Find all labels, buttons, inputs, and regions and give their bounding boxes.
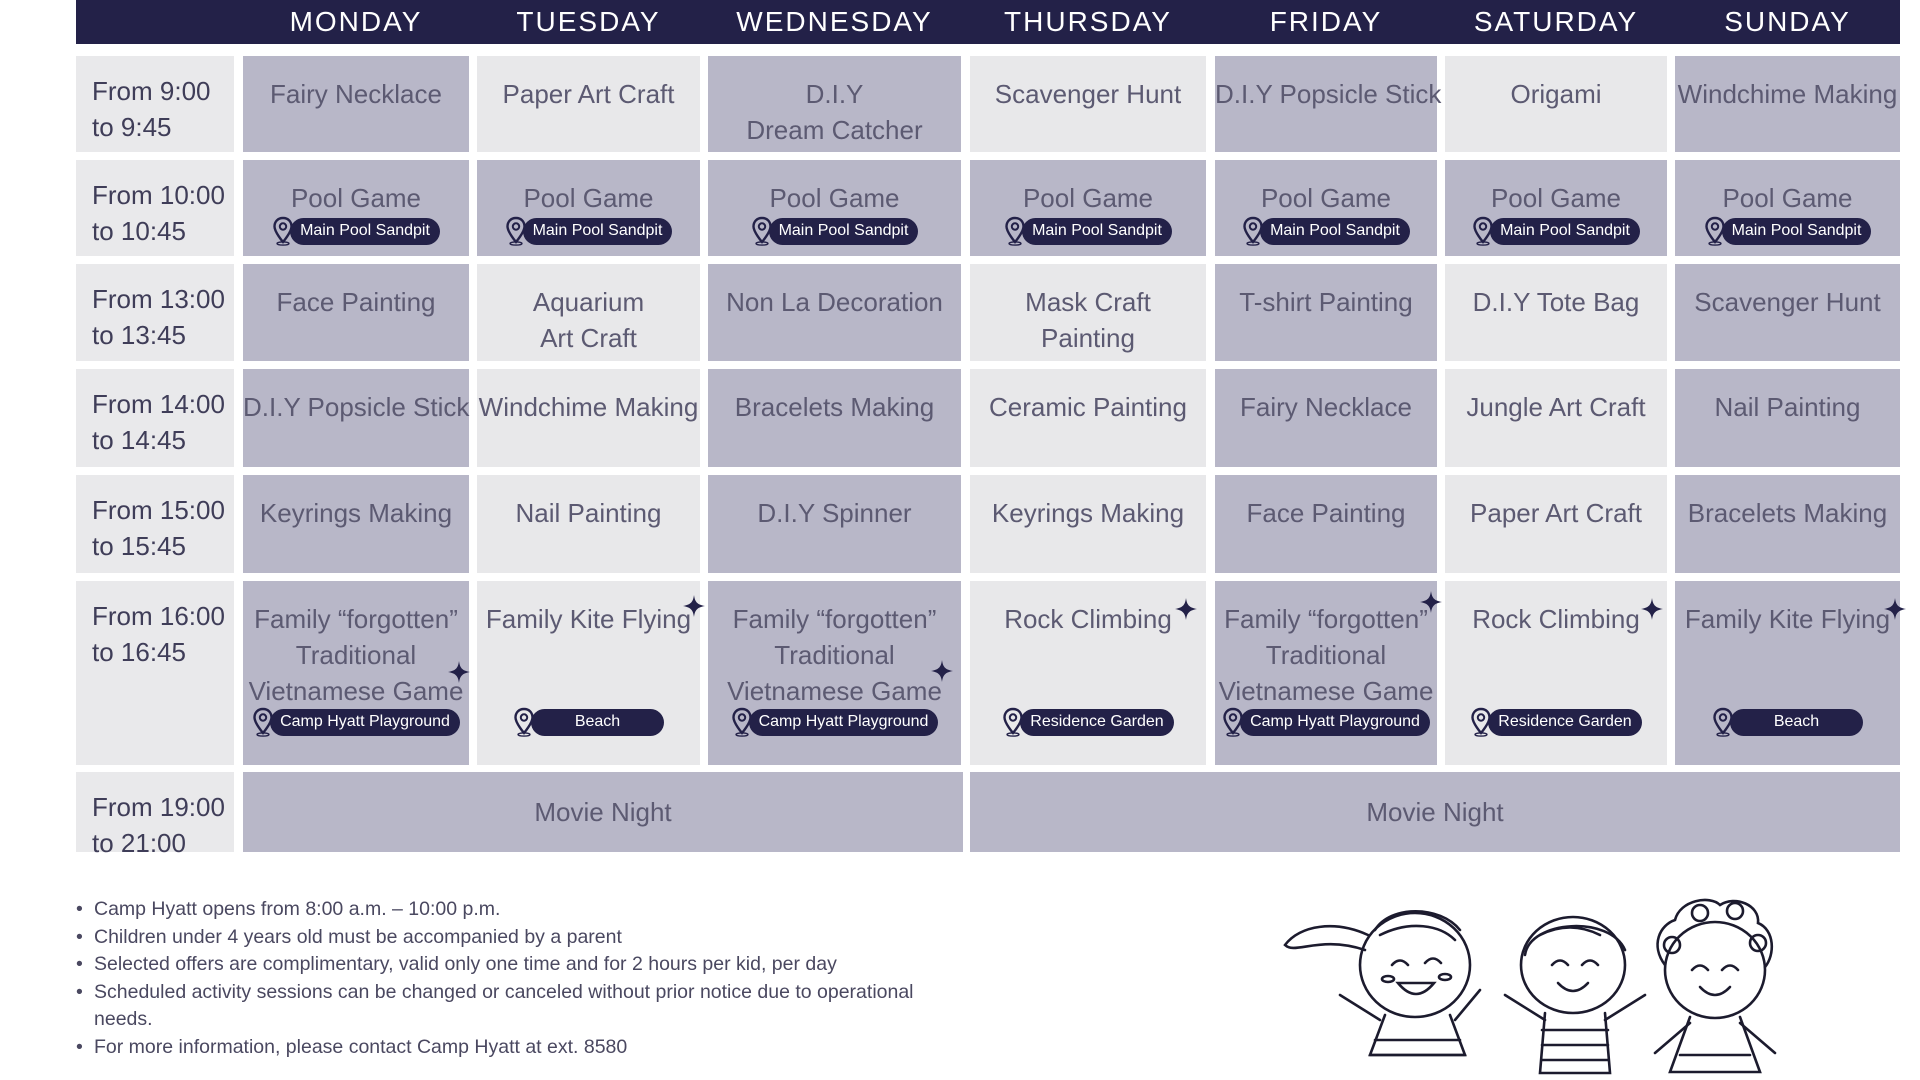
activity-name: Traditional xyxy=(774,640,895,670)
activity-name: Movie Night xyxy=(534,797,672,827)
location-tag xyxy=(477,706,700,738)
location-badge: Main Pool Sandpit xyxy=(523,218,673,245)
activity-cell xyxy=(1215,56,1442,152)
activity-name: Vietnamese Game xyxy=(248,676,464,706)
location-tag xyxy=(477,215,700,247)
activity-cell xyxy=(477,475,700,573)
activity-cell xyxy=(970,56,1206,152)
activity-name: Traditional xyxy=(1265,640,1387,670)
day-header-monday: MONDAY xyxy=(243,0,469,44)
activity-name: Movie Night xyxy=(1366,797,1504,827)
time-slot xyxy=(76,56,234,152)
activity-name: Windchime Making xyxy=(478,392,699,422)
activity-cell xyxy=(1215,369,1437,467)
activity-cell xyxy=(708,369,961,467)
day-header-sunday: SUNDAY xyxy=(1675,0,1900,44)
activity-cell xyxy=(1445,264,1667,361)
location-tag xyxy=(1675,215,1900,247)
activity-name: Windchime Making xyxy=(1677,79,1898,109)
location-tag xyxy=(243,706,469,738)
time-label: to 15:45 xyxy=(92,531,186,561)
activity-name: Family Kite Flying xyxy=(1684,604,1891,634)
activity-cell xyxy=(243,56,469,152)
location-tag xyxy=(1445,215,1667,247)
location-tag xyxy=(1215,706,1437,738)
time-label: to 16:45 xyxy=(92,637,186,667)
activity-name: D.I.Y Tote Bag xyxy=(1472,287,1640,317)
time-slot xyxy=(76,264,234,361)
location-tag xyxy=(1215,215,1437,247)
activity-cell xyxy=(477,264,700,361)
activity-name: Nail Painting xyxy=(515,498,662,528)
activity-name: Family Kite Flying xyxy=(485,604,692,634)
day-header-wednesday: WEDNESDAY xyxy=(708,0,961,44)
activity-name: Origami xyxy=(1510,79,1602,109)
location-tag xyxy=(970,706,1206,738)
sparkle-star-icon xyxy=(931,660,953,682)
activity-name: Paper Art Craft xyxy=(1470,498,1642,528)
time-label: to 9:45 xyxy=(92,112,172,142)
time-slot xyxy=(76,772,234,858)
time-label: From 13:00 xyxy=(92,284,225,314)
activity-cell xyxy=(1215,581,1437,765)
sparkle-star-icon xyxy=(1175,598,1197,620)
activity-name: D.I.Y Spinner xyxy=(757,498,912,528)
activity-name: Family “forgotten” xyxy=(732,604,937,634)
activity-name: Ceramic Painting xyxy=(989,392,1187,422)
sparkle-star-icon xyxy=(1641,598,1663,620)
location-tag xyxy=(243,215,469,247)
activity-name: Vietnamese Game xyxy=(1218,676,1434,706)
activity-name: Aquarium xyxy=(532,287,645,317)
activity-cell xyxy=(1675,581,1900,765)
activity-cell xyxy=(1675,369,1900,467)
location-badge: Camp Hyatt Playground xyxy=(749,709,939,736)
activity-cell xyxy=(1445,56,1667,152)
activity-name: Face Painting xyxy=(1246,498,1406,528)
activity-name: Pool Game xyxy=(1260,183,1392,213)
location-tag xyxy=(708,706,961,738)
activity-name: Family “forgotten” xyxy=(1224,604,1428,634)
activity-name: Pool Game xyxy=(1022,183,1154,213)
kids-illustration xyxy=(1280,895,1820,1080)
note-item: • Scheduled activity sessions can be changed or canceled without prior notice due to operational needs. xyxy=(76,979,974,1034)
activity-name: Fairy Necklace xyxy=(1240,392,1412,422)
time-label: From 14:00 xyxy=(92,389,225,419)
activity-cell xyxy=(1675,56,1900,152)
activity-cell xyxy=(970,369,1206,467)
activity-cell xyxy=(1445,369,1667,467)
time-label: From 19:00 xyxy=(92,792,225,822)
activity-name: Vietnamese Game xyxy=(727,676,942,706)
activity-name: D.I.Y xyxy=(805,79,864,109)
activity-cell xyxy=(708,581,961,765)
activity-cell xyxy=(243,581,469,765)
activity-name: Painting xyxy=(1041,323,1135,353)
sparkle-star-icon xyxy=(448,661,470,683)
activity-name: Rock Climbing xyxy=(1472,604,1640,634)
activity-name: D.I.Y Popsicle Stick xyxy=(1215,79,1442,109)
location-badge: Beach xyxy=(531,709,664,736)
activity-cell xyxy=(1445,160,1667,256)
activity-name: D.I.Y Popsicle Stick xyxy=(243,392,470,422)
time-label: From 16:00 xyxy=(92,601,225,631)
note-item: • Selected offers are complimentary, valid only one time and for 2 hours per kid, per day xyxy=(76,951,996,979)
time-label: From 15:00 xyxy=(92,495,225,525)
activity-name: Keyrings Making xyxy=(991,498,1185,528)
activity-cell xyxy=(1445,475,1667,573)
activity-cell xyxy=(243,264,469,361)
activity-cell xyxy=(477,160,700,256)
activity-name: Jungle Art Craft xyxy=(1466,392,1646,422)
location-badge: Main Pool Sandpit xyxy=(1722,218,1872,245)
activity-cell xyxy=(970,581,1206,765)
activity-name: Pool Game xyxy=(290,183,422,213)
sparkle-star-icon xyxy=(683,595,705,617)
time-label: to 21:00 xyxy=(92,828,186,858)
time-label: to 10:45 xyxy=(92,216,186,246)
sparkle-star-icon xyxy=(1420,591,1442,613)
location-badge: Residence Garden xyxy=(1488,709,1641,736)
activity-cell xyxy=(708,264,961,361)
activity-cell xyxy=(477,56,700,152)
activity-name: Face Painting xyxy=(276,287,436,317)
activity-name: Rock Climbing xyxy=(1004,604,1172,634)
location-badge: Camp Hyatt Playground xyxy=(270,709,460,736)
time-label: From 10:00 xyxy=(92,180,225,210)
activity-name: Pool Game xyxy=(769,183,900,213)
activity-name: Paper Art Craft xyxy=(502,79,675,109)
time-label: From 9:00 xyxy=(92,76,211,106)
activity-cell xyxy=(970,264,1206,361)
activity-name: Pool Game xyxy=(1490,183,1622,213)
location-badge: Main Pool Sandpit xyxy=(1260,218,1410,245)
movie-night-cell xyxy=(243,772,963,852)
activity-cell xyxy=(708,475,961,573)
day-header-saturday: SATURDAY xyxy=(1445,0,1667,44)
activity-cell xyxy=(970,160,1206,256)
location-tag xyxy=(970,215,1206,247)
activity-cell xyxy=(477,581,700,765)
activity-cell xyxy=(1675,264,1900,361)
day-header-tuesday: TUESDAY xyxy=(477,0,700,44)
activity-cell xyxy=(970,475,1206,573)
sparkle-star-icon xyxy=(1884,598,1906,620)
movie-night-cell xyxy=(970,772,1900,852)
activity-name: Art Craft xyxy=(540,323,637,353)
activity-name: Pool Game xyxy=(523,183,654,213)
location-badge: Main Pool Sandpit xyxy=(1490,218,1640,245)
activity-cell xyxy=(243,369,469,467)
activity-name: Fairy Necklace xyxy=(270,79,442,109)
activity-cell xyxy=(708,56,961,152)
location-badge: Beach xyxy=(1730,709,1863,736)
activity-cell xyxy=(1675,160,1900,256)
location-badge: Main Pool Sandpit xyxy=(769,218,919,245)
activity-cell xyxy=(1215,475,1437,573)
activity-name: Bracelets Making xyxy=(734,392,935,422)
day-header-friday: FRIDAY xyxy=(1215,0,1437,44)
time-slot xyxy=(76,581,234,765)
activity-name: Family “forgotten” xyxy=(254,604,458,634)
location-badge: Main Pool Sandpit xyxy=(290,218,440,245)
time-slot xyxy=(76,160,234,256)
activity-name: Scavenger Hunt xyxy=(1694,287,1881,317)
activity-name: Pool Game xyxy=(1722,183,1853,213)
location-tag xyxy=(1675,706,1900,738)
time-label: to 13:45 xyxy=(92,320,186,350)
day-header-thursday: THURSDAY xyxy=(970,0,1206,44)
activity-cell xyxy=(1215,160,1437,256)
activity-cell xyxy=(1675,475,1900,573)
activity-cell xyxy=(243,160,469,256)
activity-name: Keyrings Making xyxy=(259,498,453,528)
note-item: • Camp Hyatt opens from 8:00 a.m. – 10:00 p.m. xyxy=(76,896,996,924)
activity-name: Traditional xyxy=(295,640,417,670)
location-tag xyxy=(1445,706,1667,738)
location-tag xyxy=(708,215,961,247)
activity-cell xyxy=(243,475,469,573)
time-slot xyxy=(76,369,234,467)
activity-name: Scavenger Hunt xyxy=(994,79,1182,109)
activity-cell xyxy=(708,160,961,256)
location-badge: Residence Garden xyxy=(1020,709,1173,736)
activity-name: Nail Painting xyxy=(1714,392,1861,422)
activity-name: Non La Decoration xyxy=(726,287,943,317)
notes-list xyxy=(76,896,996,1061)
activity-name: T-shirt Painting xyxy=(1239,287,1413,317)
activity-name: Bracelets Making xyxy=(1687,498,1888,528)
note-item: • For more information, please contact Camp Hyatt at ext. 8580 xyxy=(76,1034,996,1062)
time-label: to 14:45 xyxy=(92,425,186,455)
location-badge: Camp Hyatt Playground xyxy=(1240,709,1430,736)
activity-cell xyxy=(1445,581,1667,765)
activity-cell xyxy=(1215,264,1437,361)
activity-name: Dream Catcher xyxy=(746,115,923,145)
activity-cell xyxy=(477,369,700,467)
time-slot xyxy=(76,475,234,573)
activity-name: Mask Craft xyxy=(1025,287,1151,317)
note-item: • Children under 4 years old must be accompanied by a parent xyxy=(76,924,996,952)
location-badge: Main Pool Sandpit xyxy=(1022,218,1172,245)
